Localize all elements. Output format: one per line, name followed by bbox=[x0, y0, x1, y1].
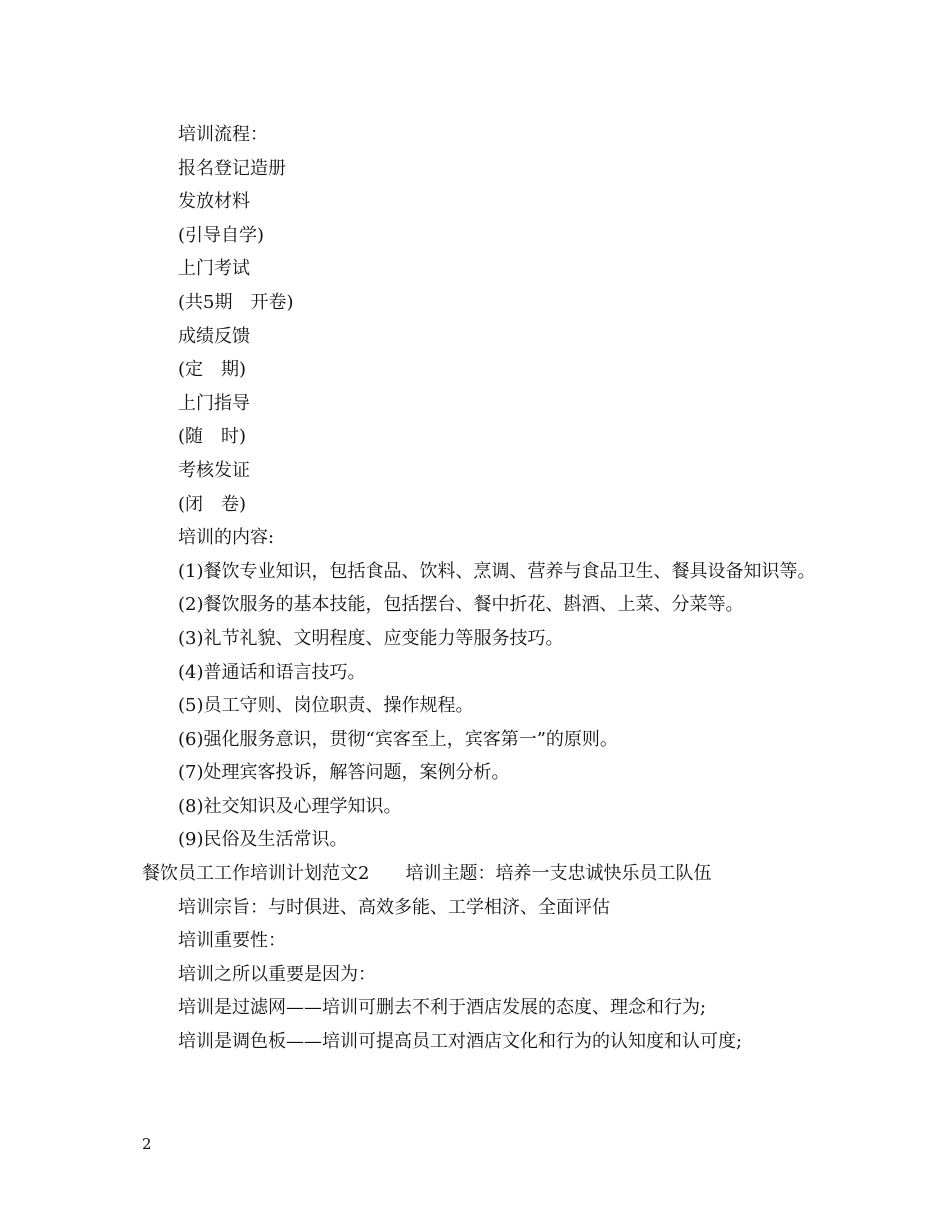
section-heading: 餐饮员工工作培训计划范文2 培训主题：培养一支忠诚快乐员工队伍 bbox=[142, 863, 712, 885]
paragraph-line: (随 时) bbox=[178, 426, 247, 448]
paragraph-line: (共5期 开卷) bbox=[178, 291, 294, 313]
paragraph-line: 培训宗旨：与时俱进、高效多能、工学相济、全面评估 bbox=[178, 896, 610, 918]
paragraph-line: (定 期) bbox=[178, 359, 247, 381]
paragraph-line: 培训之所以重要是因为： bbox=[178, 963, 376, 985]
paragraph-line: 成绩反馈 bbox=[178, 325, 250, 347]
paragraph-line: 培训重要性： bbox=[178, 930, 286, 952]
content-item: (8)社交知识及心理学知识。 bbox=[178, 795, 402, 817]
content-item: (7)处理宾客投诉，解答问题，案例分析。 bbox=[178, 762, 510, 784]
content-item: (9)民俗及生活常识。 bbox=[178, 829, 348, 851]
paragraph-line: 上门考试 bbox=[178, 258, 250, 280]
paragraph-line: (引导自学) bbox=[178, 224, 265, 246]
paragraph-line: 报名登记造册 bbox=[178, 157, 286, 179]
paragraph-line: 培训是过滤网——培训可删去不利于酒店发展的态度、理念和行为; bbox=[178, 997, 707, 1019]
content-item: (5)员工守则、岗位职责、操作规程。 bbox=[178, 695, 474, 717]
content-item: (4)普通话和语言技巧。 bbox=[178, 661, 366, 683]
content-item: (3)礼节礼貌、文明程度、应变能力等服务技巧。 bbox=[178, 627, 564, 649]
section-label: 培训的内容: bbox=[178, 527, 275, 549]
page-number: 2 bbox=[142, 1135, 152, 1153]
paragraph-line: (闭 卷) bbox=[178, 493, 247, 515]
content-item: (2)餐饮服务的基本技能，包括摆台、餐中折花、斟酒、上菜、分菜等。 bbox=[178, 594, 744, 616]
content-item: (1)餐饮专业知识，包括食品、饮料、烹调、营养与食品卫生、餐具设备知识等。 bbox=[178, 560, 816, 582]
document-text bbox=[142, 118, 822, 1059]
paragraph-line: 发放材料 bbox=[178, 191, 250, 213]
paragraph-line: 上门指导 bbox=[178, 392, 250, 414]
content-item: (6)强化服务意识，贯彻“宾客至上，宾客第一”的原则。 bbox=[178, 728, 618, 750]
paragraph-line: 考核发证 bbox=[178, 459, 250, 481]
paragraph-line: 培训是调色板——培训可提高员工对酒店文化和行为的认知度和认可度; bbox=[178, 1031, 743, 1053]
paragraph-line: 培训流程： bbox=[178, 124, 268, 145]
